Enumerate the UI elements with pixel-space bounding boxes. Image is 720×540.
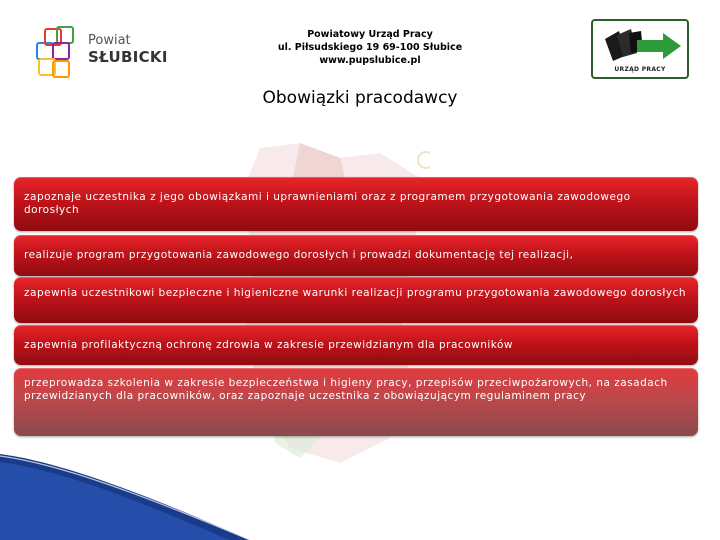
page-title: Obowiązki pracodawcy: [262, 88, 458, 108]
list-item: zapoznaje uczestnika z jego obowiązkami i uprawnieniami oraz z programem przygotowania zawodowego dorosłych: [14, 177, 698, 231]
logo-square-icon: [52, 60, 70, 78]
urzad-pracy-logo: [591, 19, 689, 79]
logo-line2: SŁUBICKI: [88, 48, 168, 66]
powiat-slubicki-logo: [30, 20, 172, 80]
logo-text: [88, 33, 168, 66]
logo-line1: Powiat: [88, 33, 131, 48]
urzad-pracy-label: URZĄD PRACY: [614, 66, 666, 73]
list-item: przeprowadza szkolenia w zakresie bezpieczeństwa i higieny pracy, przepisów przeciwpożarowych, na zasadach przewidzianych dla pracowników, oraz zapoznaje uczestnika z obowiązującym regulaminem pracy: [14, 368, 698, 436]
logo-square-icon: [52, 42, 70, 60]
list-item: zapewnia profilaktyczną ochronę zdrowia w zakresie przewidzianym dla pracowników: [14, 325, 698, 365]
list-item: realizuje program przygotowania zawodowego dorosłych i prowadzi dokumentację tej realizacji,: [14, 235, 698, 276]
office-name: Powiatowy Urząd Pracy: [307, 29, 433, 40]
office-website[interactable]: www.pupslubice.pl: [319, 55, 421, 66]
office-street: ul. Piłsudskiego 19 69-100 Słubice: [277, 42, 463, 53]
decorative-swoosh: [0, 452, 250, 540]
list-item: zapewnia uczestnikowi bezpieczne i higieniczne warunki realizacji programu przygotowania zawodowego dorosłych: [14, 277, 698, 323]
arrow-icon: [597, 25, 685, 67]
office-address: [260, 28, 480, 67]
